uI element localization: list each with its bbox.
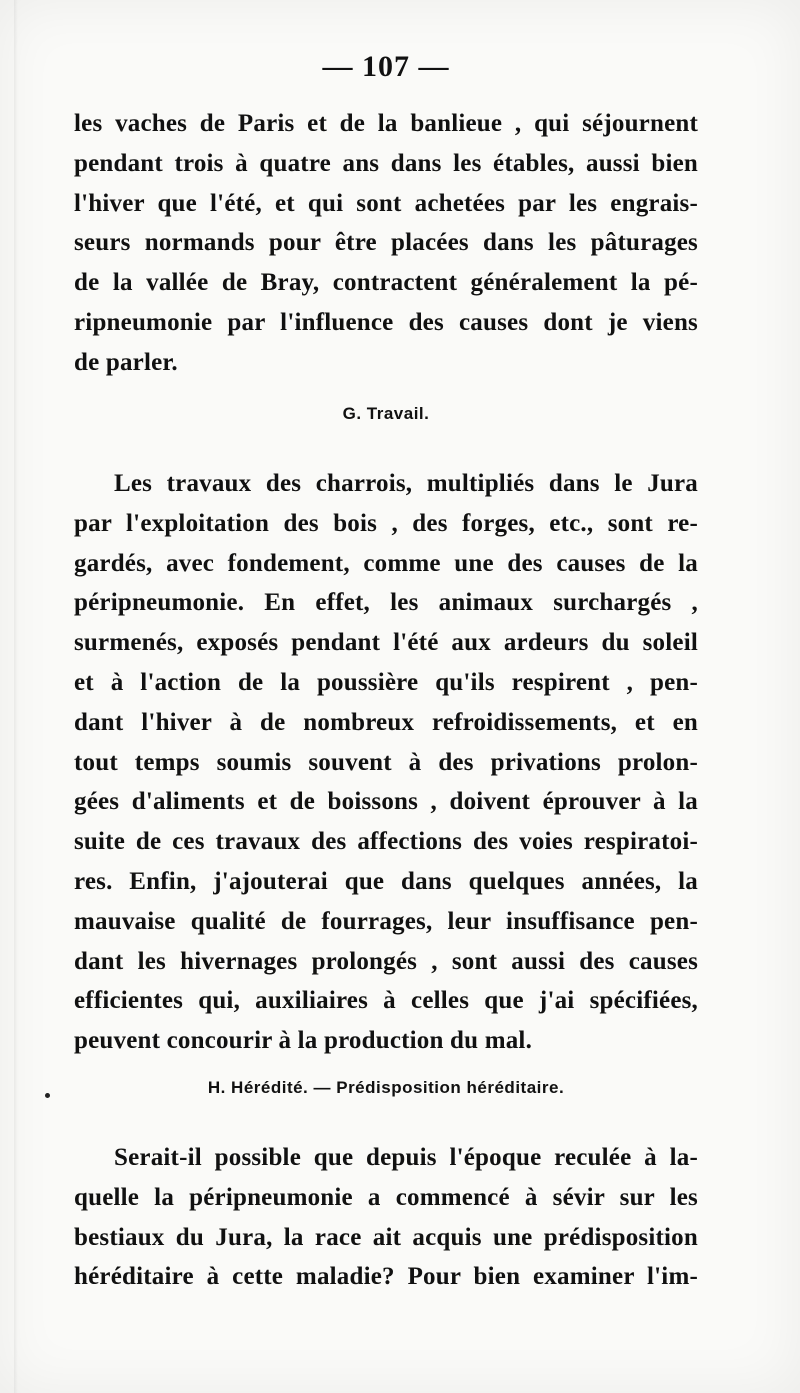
section-heading-travail: G. Travail. bbox=[342, 404, 430, 423]
text-line: Serait-il possible que depuis l'époque reculée à la- bbox=[114, 1144, 698, 1171]
text-line: l'hiver que l'été, et qui sont achetées par les engrais- bbox=[74, 189, 698, 217]
text-line: quelle la péripneumonie a commencé à sévir sur les bbox=[74, 1183, 698, 1211]
text-line: péripneumonie. En effet, les animaux surchargés , bbox=[74, 589, 698, 617]
text-line: peuvent concourir à la production du mal. bbox=[74, 1027, 533, 1055]
text-line: efficientes qui, auxiliaires à celles que j'ai spécifiées, bbox=[74, 987, 698, 1015]
ink-dot bbox=[45, 1093, 50, 1098]
text-line: mauvaise qualité de fourrages, leur insuffisance pen- bbox=[74, 907, 698, 935]
text-line: bestiaux du Jura, la race ait acquis une prédisposition bbox=[74, 1223, 698, 1251]
text-line: gardés, avec fondement, comme une des causes de la bbox=[74, 549, 698, 577]
text-line: tout temps soumis souvent à des privations prolon- bbox=[74, 748, 698, 776]
paragraph-cows-paris bbox=[74, 104, 698, 383]
text-line: par l'exploitation des bois , des forges, etc., sont re- bbox=[74, 509, 698, 537]
paragraph-heredite bbox=[74, 1138, 698, 1297]
text-line: suite de ces travaux des affections des voies respiratoi- bbox=[74, 828, 698, 856]
text-line: surmenés, exposés pendant l'été aux ardeurs du soleil bbox=[74, 629, 698, 657]
paragraph-travail bbox=[74, 464, 698, 1061]
text-line: seurs normands pour être placées dans les pâturages bbox=[74, 229, 698, 257]
text-line: de la vallée de Bray, contractent généralement la pé- bbox=[74, 269, 698, 297]
text-line: ripneumonie par l'influence des causes dont je viens bbox=[74, 308, 698, 336]
text-line: pendant trois à quatre ans dans les étables, aussi bien bbox=[74, 149, 698, 177]
text-line: héréditaire à cette maladie? Pour bien examiner l'im- bbox=[74, 1263, 698, 1291]
text-line: gées d'aliments et de boissons , doivent éprouver à la bbox=[74, 788, 698, 816]
text-line: de parler. bbox=[74, 348, 178, 376]
text-line: dant l'hiver à de nombreux refroidissements, et en bbox=[74, 708, 698, 736]
page-gutter-shadow bbox=[14, 0, 18, 1393]
text-line: et à l'action de la poussière qu'ils respirent , pen- bbox=[74, 668, 698, 696]
text-line: les vaches de Paris et de la banlieue , qui séjournent bbox=[74, 110, 698, 137]
section-heading-heredite: H. Hérédité. — Prédisposition héréditaire. bbox=[207, 1078, 565, 1097]
text-line: res. Enfin, j'ajouterai que dans quelques années, la bbox=[74, 867, 698, 895]
text-line: dant les hivernages prolongés , sont aussi des causes bbox=[74, 947, 698, 975]
text-line: Les travaux des charrois, multipliés dans le Jura bbox=[114, 470, 698, 497]
page-number: — 107 — bbox=[322, 50, 450, 83]
